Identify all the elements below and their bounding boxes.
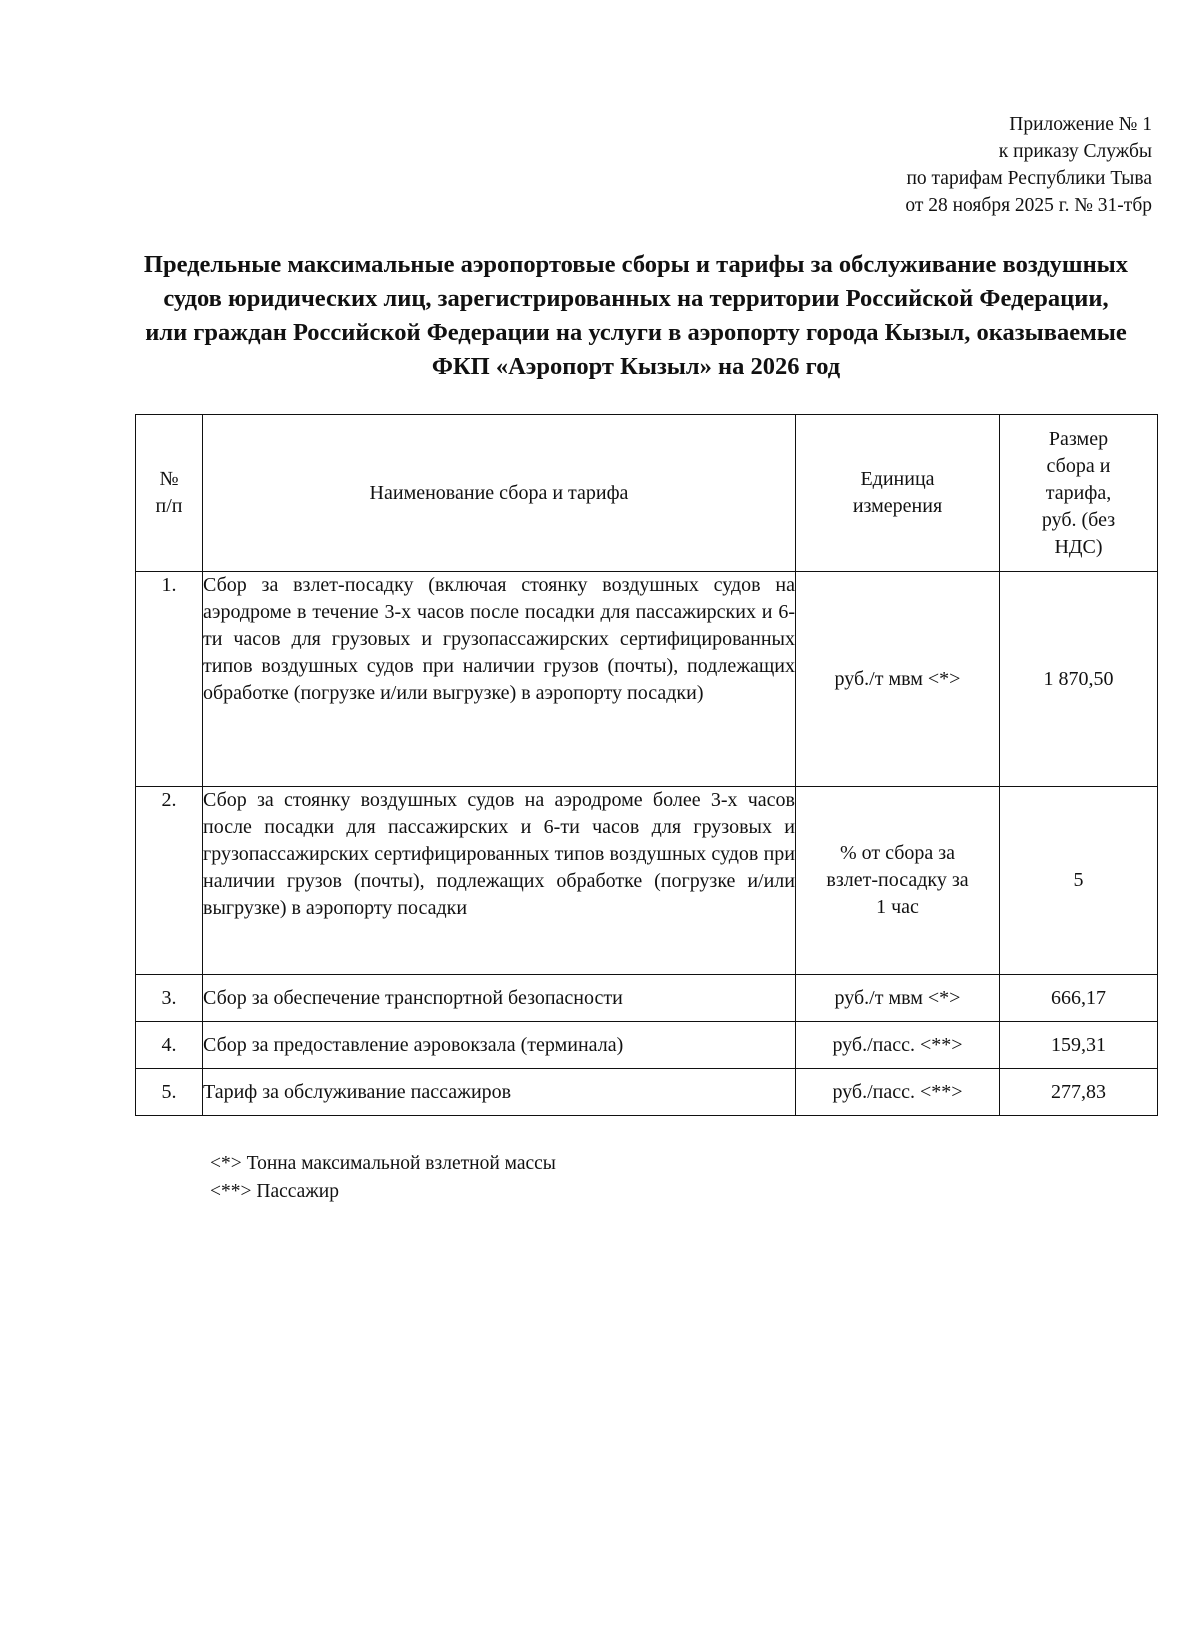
header-num: № п/п <box>136 415 203 572</box>
row-name: Сбор за предоставление аэровокзала (терминала) <box>203 1022 796 1069</box>
table-row <box>136 787 1158 975</box>
footnotes <box>210 1150 556 1206</box>
row-value: 5 <box>1000 787 1158 975</box>
appendix-line: Приложение № 1 <box>1009 114 1152 135</box>
row-unit: % от сбора за взлет-посадку за 1 час <box>796 787 1000 975</box>
table-header-row <box>136 415 1158 572</box>
row-unit: руб./т мвм <*> <box>796 975 1000 1022</box>
row-num: 4. <box>136 1022 203 1069</box>
row-unit: руб./пасс. <**> <box>796 1069 1000 1116</box>
appendix-line: к приказу Службы <box>998 141 1152 162</box>
appendix-line: от 28 ноября 2025 г. № 31-тбр <box>905 195 1152 216</box>
row-name: Сбор за взлет-посадку (включая стоянку воздушных судов на аэродроме в течение 3-х часов после посадки для пассажирских и 6-ти часов для грузовых и грузопассажирских сертифицированных типов воздушных судов при наличии грузов (почты), подлежащих обработке (погрузке и/или выгрузке) в аэропорту посадки) <box>203 572 796 787</box>
table-row <box>136 1069 1158 1116</box>
row-value: 666,17 <box>1000 975 1158 1022</box>
row-num: 3. <box>136 975 203 1022</box>
table-row <box>136 572 1158 787</box>
table-row <box>136 1022 1158 1069</box>
footnote-passenger: <**> Пассажир <box>210 1181 339 1202</box>
header-name: Наименование сбора и тарифа <box>203 415 796 572</box>
appendix-block <box>905 111 1152 219</box>
header-unit: Единица измерения <box>796 415 1000 572</box>
row-num: 1. <box>136 572 203 787</box>
row-unit: руб./пасс. <**> <box>796 1022 1000 1069</box>
row-value: 1 870,50 <box>1000 572 1158 787</box>
appendix-line: по тарифам Республики Тыва <box>906 168 1152 189</box>
row-value: 159,31 <box>1000 1022 1158 1069</box>
row-num: 5. <box>136 1069 203 1116</box>
row-name: Тариф за обслуживание пассажиров <box>203 1069 796 1116</box>
document-title: Предельные максимальные аэропортовые сборы и тарифы за обслуживание воздушных судов юридических лиц, зарегистрированных на территории Российской Федерации, или граждан Российской Федерации на услуги в аэропорту города Кызыл, оказываемые ФКП «Аэропорт Кызыл» на 2026 год <box>143 251 1129 380</box>
row-name: Сбор за стоянку воздушных судов на аэродроме более 3-х часов после посадки для пассажирских и 6-ти часов для грузовых и грузопассажирских сертифицированных типов воздушных судов при наличии грузов (почты), подлежащих обработке (погрузке и/или выгрузке) в аэропорту посадки <box>203 787 796 975</box>
row-unit: руб./т мвм <*> <box>796 572 1000 787</box>
row-name: Сбор за обеспечение транспортной безопасности <box>203 975 796 1022</box>
row-num: 2. <box>136 787 203 975</box>
footnote-tonne: <*> Тонна максимальной взлетной массы <box>210 1153 556 1174</box>
header-value: Размер сбора и тарифа, руб. (без НДС) <box>1000 415 1158 572</box>
table-row <box>136 975 1158 1022</box>
row-value: 277,83 <box>1000 1069 1158 1116</box>
tariffs-table <box>135 414 1158 1116</box>
